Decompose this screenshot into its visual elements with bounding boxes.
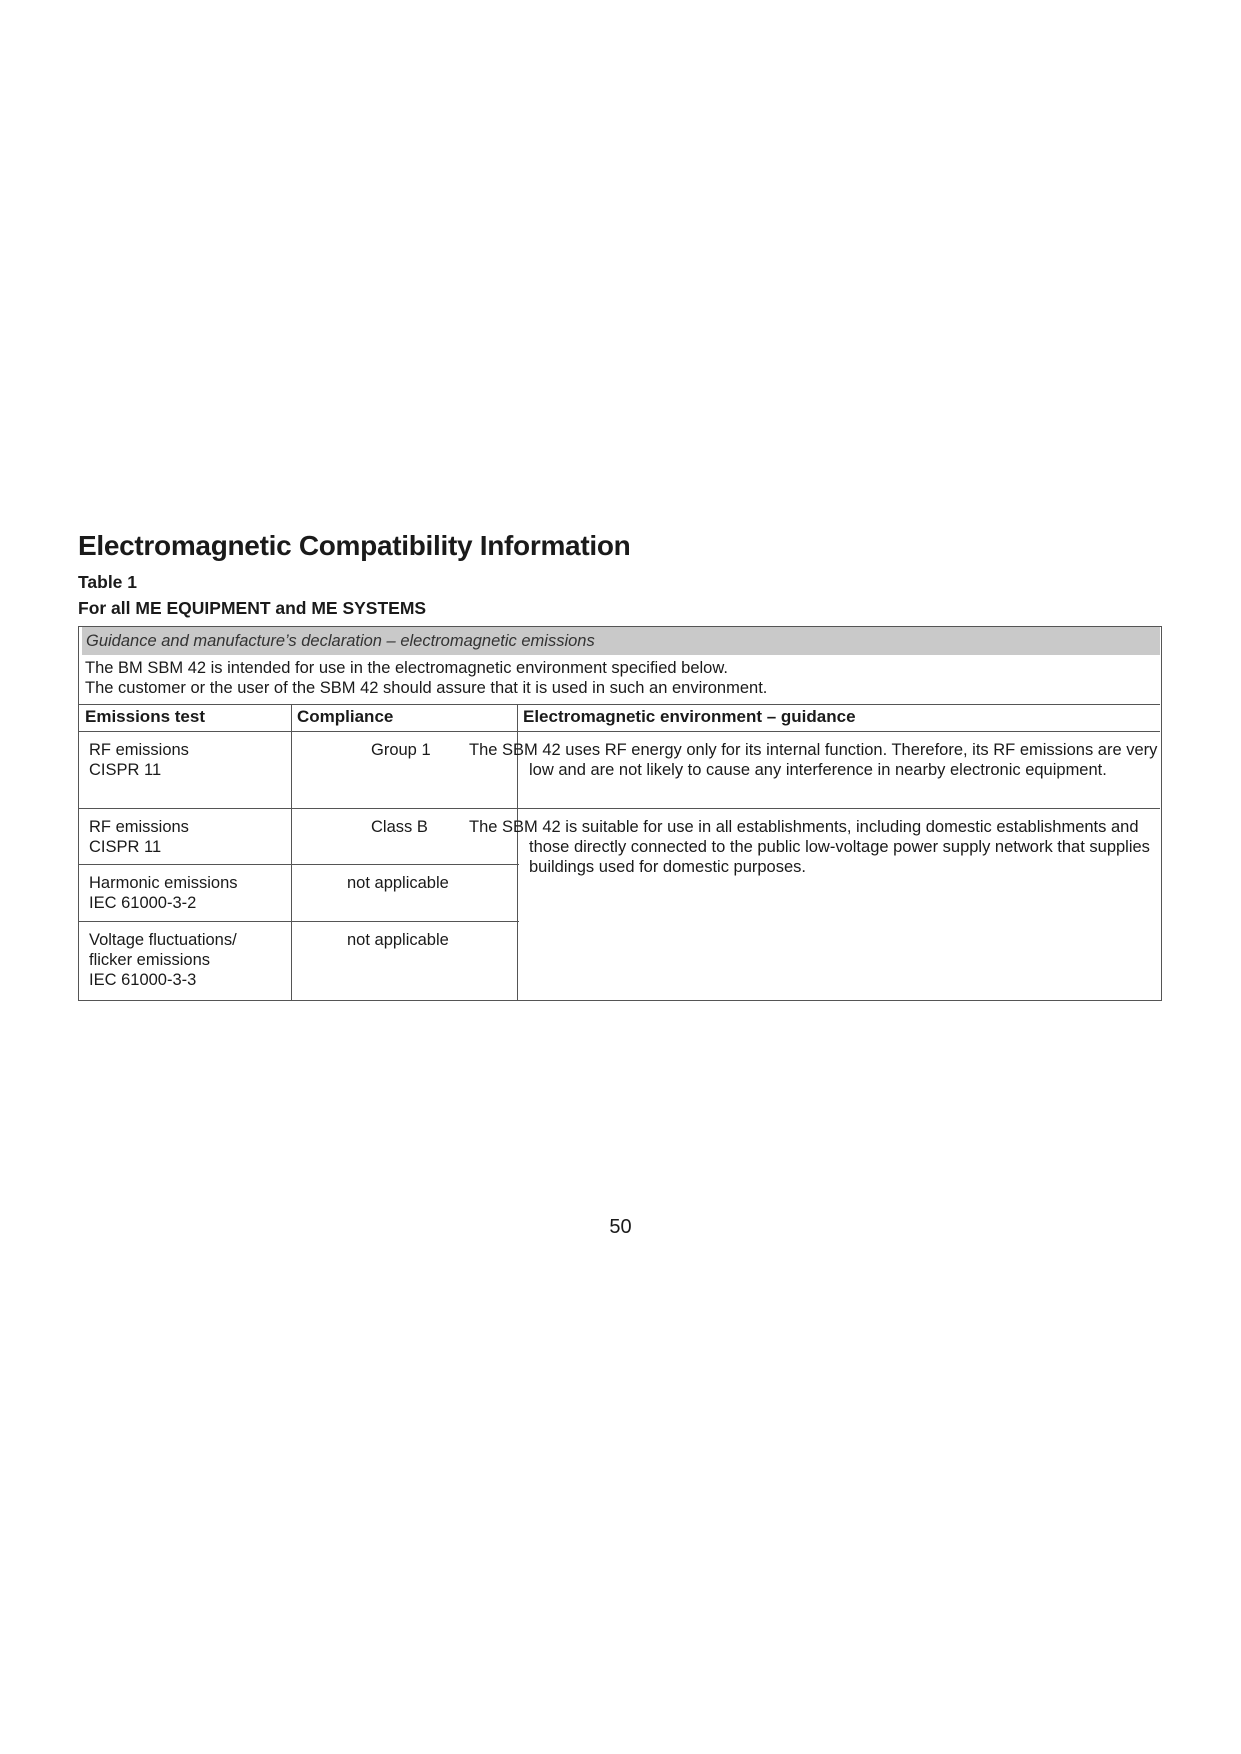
rule-after-row-1 (79, 808, 1160, 809)
cell-emissions-test: RF emissions CISPR 11 (89, 741, 189, 779)
col-header-emissions-test: Emissions test (85, 707, 205, 726)
page-title: Electromagnetic Compatibility Information (78, 530, 631, 561)
col-divider-1 (291, 704, 292, 1000)
rule-after-intro (79, 704, 1160, 705)
rule-after-row-3 (79, 921, 519, 922)
table-caption: Guidance and manufacture’s declaration – electromagnetic emissions (82, 627, 1160, 655)
cell-compliance: not applicable (347, 874, 449, 892)
cell-compliance: not applicable (347, 931, 449, 949)
cell-guidance: The SBM 42 is suitable for use in all establishments, including domestic establishments and those directly connected to the public low-voltage power supply network that supplies buildings used for domestic purposes. (469, 818, 1150, 876)
rule-after-row-2 (79, 864, 519, 865)
col-header-guidance: Electromagnetic environment – guidance (523, 707, 856, 726)
intro-line-2: The customer or the user of the SBM 42 should assure that it is used in such an environment. (85, 679, 768, 697)
cell-compliance: Group 1 (371, 741, 431, 759)
emissions-table (78, 626, 1162, 1001)
rule-after-header (79, 731, 1160, 732)
cell-emissions-test: RF emissions CISPR 11 (89, 818, 189, 856)
cell-compliance: Class B (371, 818, 428, 836)
intro-line-1: The BM SBM 42 is intended for use in the electromagnetic environment specified below. (85, 659, 728, 677)
cell-emissions-test: Harmonic emissions IEC 61000-3-2 (89, 874, 238, 912)
cell-guidance: The SBM 42 uses RF energy only for its internal function. Therefore, its RF emissions are very low and are not likely to cause any interference in nearby electronic equipment. (469, 741, 1158, 779)
table-label: Table 1 (78, 572, 138, 592)
col-header-compliance: Compliance (297, 707, 394, 726)
table-intro (79, 655, 1160, 705)
cell-emissions-test: Voltage fluctuations/ flicker emissions IEC 61000-3-3 (89, 931, 237, 989)
table-scope: For all ME EQUIPMENT and ME SYSTEMS (78, 598, 427, 618)
page-number: 50 (609, 1216, 632, 1238)
